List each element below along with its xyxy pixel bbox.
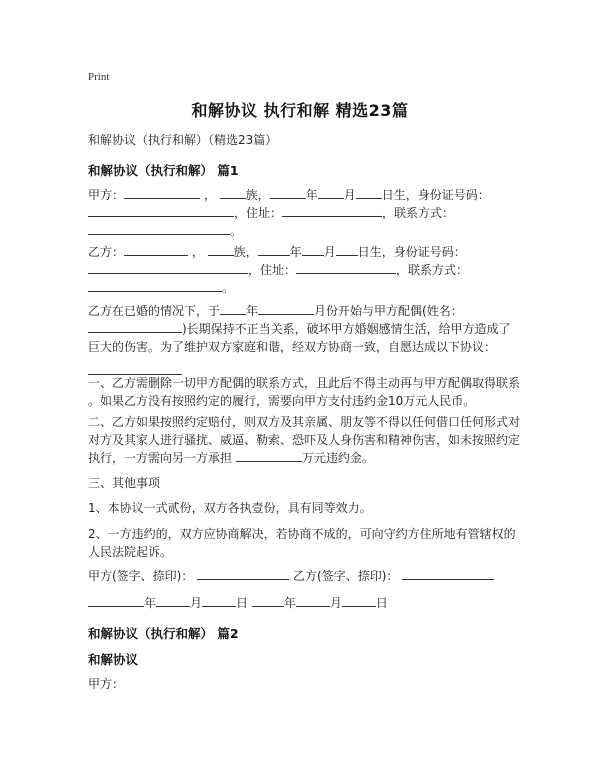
party-b-year-blank [252, 594, 284, 607]
party-b-address-blank [296, 261, 396, 274]
day-label: 日 [375, 596, 388, 610]
penalty-amount-blank [236, 449, 302, 462]
start-year-blank [220, 302, 246, 315]
birth-year-blank [258, 243, 290, 256]
clause-3-heading: 三、其他事项 [88, 476, 161, 490]
party-b-contact-blank [88, 279, 222, 292]
section-heading-1: 和解协议（执行和解） 篇1 [88, 163, 239, 178]
year-label: 年 [144, 596, 157, 610]
day-label: 日 [236, 596, 249, 610]
party-b-month-blank [296, 594, 330, 607]
month-label: 月 [343, 188, 356, 202]
contact-label: ，联系方式： [396, 263, 469, 277]
party-b-name-blank [124, 243, 188, 256]
item-2-line: 人民法院起诉。 [88, 545, 173, 559]
birth-day-blank [336, 243, 358, 256]
section-2-subheading: 和解协议 [88, 652, 139, 667]
id-number-label: 日生，身份证号码： [357, 245, 466, 259]
clause-1-line: 。如果乙方没有按照约定的履行，需要向甲方支付违约金10万元人民币。 [88, 394, 476, 408]
party-b-signature-blank [402, 567, 494, 580]
contact-label: ，联系方式： [382, 206, 455, 220]
document-title: 和解协议 执行和解 精选23篇 [191, 101, 409, 120]
intro-text: 巨大的伤害。为了维护双方家庭和谐，经双方协商一致，自愿达成以下协议： [88, 340, 497, 354]
party-a-year-blank [88, 594, 144, 607]
section-heading-2: 和解协议（执行和解） 篇2 [88, 626, 239, 641]
party-a-day-blank [202, 594, 236, 607]
party-a-ethnicity-blank [220, 186, 246, 199]
start-month-blank [258, 302, 314, 315]
clause-2-line: 执行，一方需向另一方承担 [88, 451, 233, 465]
party-a-address-blank [282, 204, 382, 217]
period: 。 [230, 224, 243, 238]
year-label: 年 [283, 596, 296, 610]
intro-text: )长期保持不正当关系，破坏甲方婚姻感情生活，给甲方造成了 [182, 322, 511, 336]
party-a-month-blank [156, 594, 190, 607]
spouse-name-blank [88, 320, 182, 333]
clause-2-line: 万元违约金。 [301, 451, 374, 465]
birth-month-blank [302, 243, 324, 256]
item-2-line: 2、一方违约的，双方应协商解决，若协商不成的，可向守约方住所地有管辖权的 [88, 527, 516, 541]
clause-2-line: 二、乙方如果按照约定赔付，则双方及其亲属、朋友等不得以任何借口任何形式对 [88, 415, 521, 429]
party-a-name-blank [124, 186, 200, 199]
clause-1 [88, 374, 521, 410]
party-b-id-blank [88, 261, 248, 274]
party-a-label: 甲方： [88, 188, 125, 202]
year-label: 年 [289, 245, 302, 259]
party-b-block: 乙方： ， 族， 年 月 日生，身份证号码： ，住址： ，联系方式： 。 [88, 245, 469, 295]
clause-2-line: 对方及其家人进行骚扰、威逼、勒索、恐吓及人身伤害和精神伤害，如未按照约定 [88, 433, 521, 447]
ethnicity-label: 族， [233, 245, 258, 259]
section-2-party-a: 甲方： [88, 677, 125, 691]
party-b-signature-label: 乙方(签字、捺印)： [293, 569, 399, 583]
month-label: 月 [323, 245, 336, 259]
document-subtitle: 和解协议（执行和解）（精选23篇） [88, 133, 278, 147]
month-label: 月 [329, 596, 342, 610]
print-label[interactable]: Print [88, 71, 110, 83]
year-label: 年 [305, 188, 318, 202]
party-b-label: 乙方： [88, 245, 125, 259]
birth-year-blank [270, 186, 306, 199]
party-a-id-blank [88, 204, 234, 217]
party-b-ethnicity-blank [208, 243, 234, 256]
birth-month-blank [318, 186, 344, 199]
signature-line [88, 567, 518, 585]
clause-1-line: 一、乙方需删除一切甲方配偶的联系方式，且此后不得主动再与甲方配偶取得联系 [88, 376, 521, 390]
party-a-signature-blank [197, 567, 289, 580]
party-a-contact-blank [88, 222, 230, 235]
address-label: ，住址： [234, 206, 283, 220]
date-line [88, 594, 518, 612]
month-label: 月 [190, 596, 203, 610]
address-label: ，住址： [248, 263, 297, 277]
intro-paragraph [88, 302, 518, 380]
ethnicity-label: 族， [245, 188, 270, 202]
intro-text: 乙方在已婚的情况下，于 [88, 304, 221, 318]
item-2 [88, 525, 518, 561]
intro-text: 月份开始与甲方配偶(姓名： [314, 304, 463, 318]
period: 。 [222, 281, 235, 295]
party-a-signature-label: 甲方(签字、捺印)： [88, 569, 194, 583]
party-a-block: 甲方： ， 族， 年 月 日生，身份证号码： ，住址： ，联系方式： 。 [88, 188, 490, 238]
party-b-day-blank [342, 594, 376, 607]
id-number-label: 日生，身份证号码： [381, 188, 490, 202]
clause-2 [88, 413, 521, 467]
year-label: 年 [246, 304, 259, 318]
item-1: 1、本协议一式贰份，双方各执壹份，具有同等效力。 [88, 501, 372, 515]
birth-day-blank [356, 186, 382, 199]
